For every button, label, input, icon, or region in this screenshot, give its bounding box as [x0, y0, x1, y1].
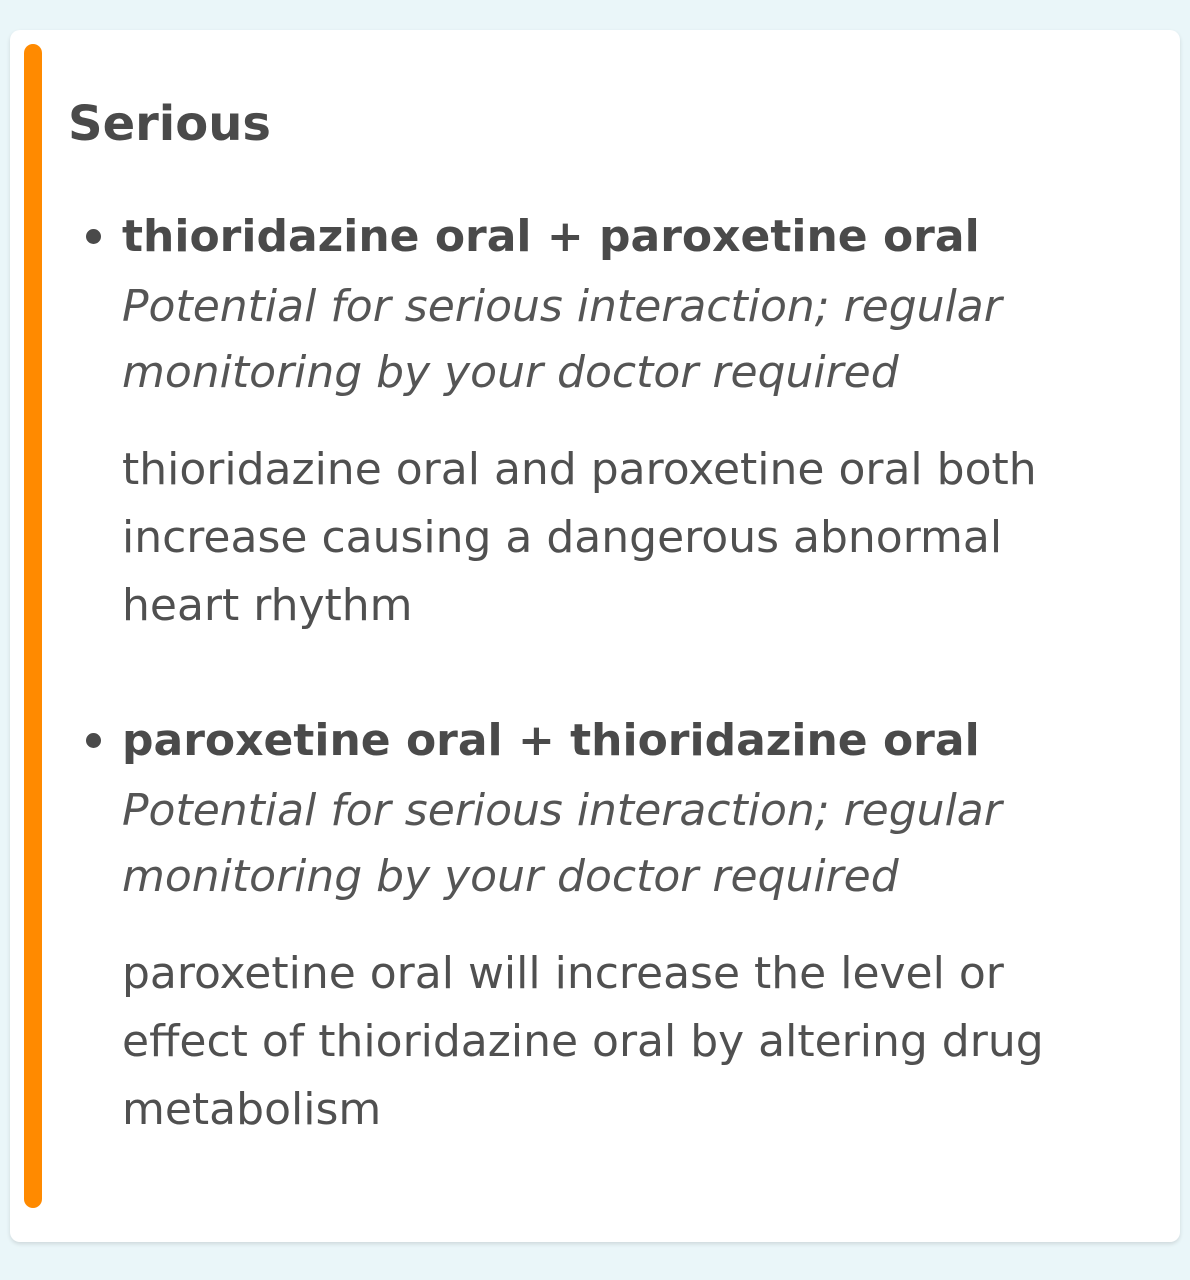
interaction-item: [68, 710, 1148, 1144]
bullet-icon: [86, 229, 101, 244]
interaction-item: [68, 206, 1148, 640]
interaction-card: [10, 30, 1180, 1242]
interaction-list: [68, 206, 1148, 1144]
interaction-description: paroxetine oral will increase the level or effect of thioridazine oral by altering drug metabolism: [122, 948, 1044, 1135]
card-content: [68, 90, 1148, 1214]
interaction-pair: thioridazine oral + paroxetine oral: [122, 211, 980, 262]
interaction-warning: Potential for serious interaction; regular monitoring by your doctor required: [122, 785, 1002, 902]
severity-indicator-bar: [24, 44, 42, 1208]
interaction-description: thioridazine oral and paroxetine oral both increase causing a dangerous abnormal heart rhythm: [122, 444, 1037, 631]
interaction-pair: paroxetine oral + thioridazine oral: [122, 715, 980, 766]
bullet-icon: [86, 733, 101, 748]
interaction-warning: Potential for serious interaction; regular monitoring by your doctor required: [122, 281, 1002, 398]
section-title: Serious: [68, 96, 271, 152]
